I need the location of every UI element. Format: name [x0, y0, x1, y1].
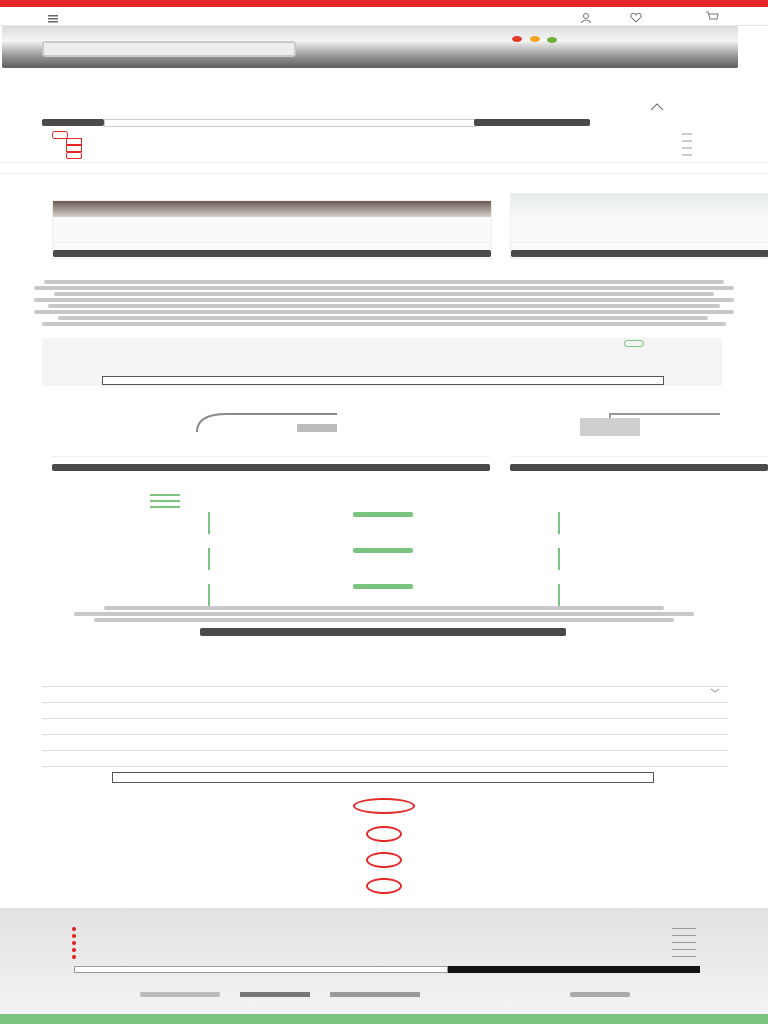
get-quote-button[interactable]	[112, 772, 654, 783]
service-link[interactable]	[130, 137, 530, 144]
product-subtitle	[42, 86, 562, 94]
step-title	[210, 554, 558, 562]
address-field[interactable]	[42, 720, 728, 735]
partner-logo	[240, 992, 310, 997]
specification-panel	[42, 338, 722, 386]
check-stock-button[interactable]	[200, 628, 566, 636]
product-hero-image[interactable]	[2, 26, 738, 68]
chevron-right-icon	[672, 942, 696, 943]
product-tabs	[0, 162, 768, 174]
tab-collect[interactable]	[520, 164, 630, 172]
add-to-cart-button[interactable]	[510, 464, 768, 471]
product-card-price	[69, 234, 189, 241]
field-placeholder	[642, 711, 728, 717]
field-label	[42, 720, 282, 728]
subscribe-button[interactable]	[448, 966, 700, 973]
order-icon	[353, 512, 413, 517]
product-thumbnail	[511, 194, 768, 216]
collect-notice	[74, 606, 694, 626]
view-product-button[interactable]	[53, 242, 491, 250]
bullet-icon	[72, 934, 76, 938]
field-label	[42, 752, 282, 760]
check-icon	[150, 506, 180, 508]
chevron-right-icon	[672, 935, 696, 936]
add-to-cart-button[interactable]	[52, 464, 490, 471]
field-label	[42, 688, 282, 696]
field-placeholder	[42, 679, 242, 686]
search-input[interactable]	[64, 14, 184, 22]
partner-logo	[140, 992, 220, 997]
store-icon	[66, 138, 82, 145]
newsletter-email-input[interactable]	[74, 966, 448, 973]
field-placeholder	[642, 695, 728, 701]
add-to-cart-button[interactable]	[474, 119, 590, 126]
availability-text	[42, 108, 242, 116]
calendar-icon	[66, 145, 82, 152]
promo-text	[150, 0, 610, 7]
chevron-right-icon	[682, 147, 692, 149]
view-product-button[interactable]	[52, 456, 490, 464]
partner-logo	[570, 992, 630, 997]
add-to-cart-sticky-button[interactable]	[0, 1014, 768, 1024]
step-title	[210, 518, 558, 526]
check-icon	[150, 500, 180, 502]
cookie-notice	[70, 1001, 698, 1009]
view-product-button[interactable]	[511, 242, 768, 250]
service-link[interactable]	[130, 144, 530, 151]
service-link[interactable]	[130, 151, 530, 158]
partner-logo	[330, 992, 420, 997]
collect-step-card	[208, 584, 560, 606]
newsletter-text	[74, 958, 694, 965]
orange-icon	[530, 36, 540, 42]
step-text	[210, 562, 558, 569]
add-to-cart-button[interactable]	[53, 250, 491, 257]
share-label[interactable]	[645, 106, 695, 114]
section-subtitle	[0, 185, 768, 193]
service-links	[52, 131, 698, 159]
surname-field[interactable]	[42, 704, 728, 719]
bullet-icon	[72, 941, 76, 945]
qty-input[interactable]	[104, 119, 476, 127]
add-to-cart-button[interactable]	[511, 250, 768, 257]
product-price	[42, 98, 182, 108]
check-icon	[150, 494, 180, 496]
chevron-right-icon	[672, 956, 696, 957]
site-footer	[0, 908, 768, 1014]
tab-install[interactable]	[690, 164, 768, 172]
menu-icon[interactable]	[48, 10, 58, 18]
phone-field[interactable]	[42, 752, 728, 767]
product-card-price	[555, 233, 675, 240]
qty-decrease-button[interactable]	[42, 119, 104, 126]
bullet-icon	[72, 927, 76, 931]
product-card-price	[94, 448, 214, 455]
view-product-button[interactable]	[510, 456, 768, 464]
first-name-field[interactable]	[42, 688, 728, 703]
tab-complete-look[interactable]	[350, 164, 480, 172]
chevron-right-icon	[672, 928, 696, 929]
product-thumbnail	[53, 201, 491, 217]
field-placeholder	[642, 727, 728, 733]
step-text	[210, 598, 558, 605]
about-title	[0, 268, 768, 280]
tab-product[interactable]	[46, 164, 146, 172]
bullet-icon	[72, 948, 76, 952]
product-card[interactable]	[510, 193, 768, 259]
tap-image	[187, 410, 357, 434]
chevron-right-icon	[682, 140, 692, 142]
member-text	[150, 982, 620, 990]
field-placeholder	[642, 743, 728, 749]
product-card-name[interactable]	[69, 220, 409, 234]
lime-icon	[547, 37, 557, 43]
field-label	[42, 736, 282, 744]
pack-icon	[353, 548, 413, 553]
email-field[interactable]	[42, 736, 728, 751]
partner-logos	[140, 990, 630, 1000]
bullet-text	[190, 504, 390, 511]
why-item-text	[150, 897, 618, 904]
cta-label	[0, 1014, 768, 1024]
tomato-icon	[512, 36, 522, 42]
spec-toggle[interactable]	[624, 340, 644, 347]
read-more-button[interactable]	[102, 376, 664, 385]
collect-icon	[353, 584, 413, 589]
product-card-name[interactable]	[555, 219, 755, 233]
install-subtitle	[40, 660, 730, 668]
step-text	[210, 526, 558, 533]
cart-icon[interactable]	[705, 9, 719, 27]
collect-step-card	[208, 512, 560, 534]
product-card-price	[554, 448, 674, 455]
stock-icon	[66, 152, 82, 159]
chevron-right-icon	[672, 949, 696, 950]
field-label	[42, 704, 282, 712]
product-card[interactable]	[52, 200, 492, 259]
create-account-link[interactable]	[0, 910, 768, 919]
collect-step-card	[208, 548, 560, 570]
product-card[interactable]	[510, 410, 768, 472]
product-card-name[interactable]	[94, 434, 414, 448]
product-card-name[interactable]	[554, 434, 754, 448]
why-item-text	[150, 818, 618, 825]
collect-bullets	[150, 492, 650, 512]
step-title	[210, 590, 558, 598]
tab-specs[interactable]	[190, 164, 300, 172]
chevron-right-icon	[682, 154, 692, 156]
about-description	[34, 280, 734, 332]
why-title	[0, 784, 768, 795]
field-placeholder	[642, 759, 728, 765]
site-logo[interactable]	[235, 8, 325, 20]
product-card[interactable]	[52, 410, 490, 472]
sink-illustration	[42, 41, 296, 57]
chevron-right-icon	[682, 133, 692, 135]
service-required-field[interactable]	[42, 672, 728, 687]
